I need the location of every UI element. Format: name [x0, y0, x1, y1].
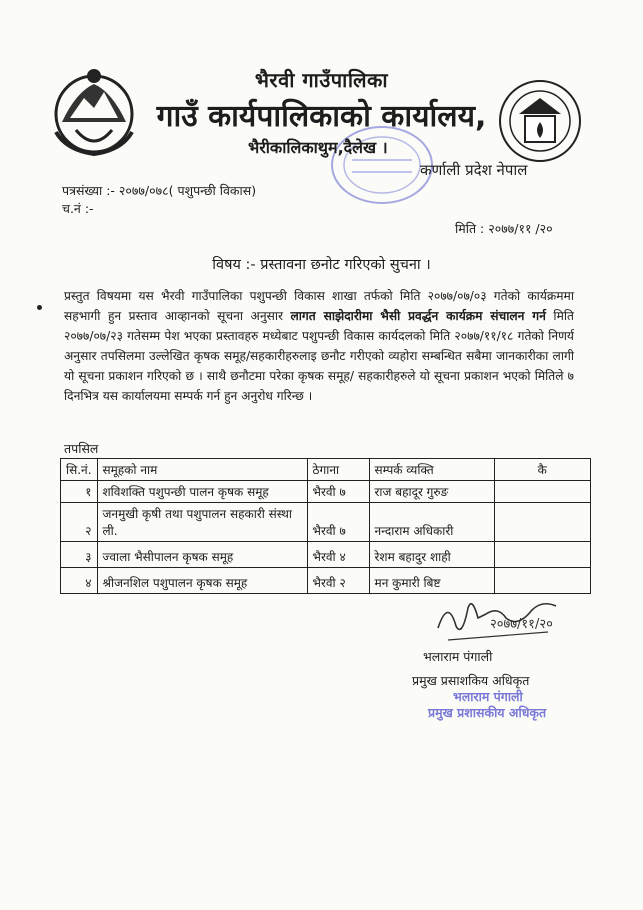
- letter-subject: विषय :- प्रस्तावना छनोट गरिएको सुचना ।: [212, 257, 431, 273]
- row-address: भैरवी ७: [307, 481, 369, 503]
- signer-title: प्रमुख प्रसाशकिय अधिकृत: [412, 673, 530, 688]
- row-contact: रेशम बहादुर शाही: [369, 542, 494, 568]
- dispatch-number: च.नं :-: [62, 201, 94, 216]
- row-contact: नन्दाराम अधिकारी: [369, 503, 494, 542]
- row-sn: ३: [61, 542, 98, 568]
- row-sn: ४: [61, 568, 98, 594]
- row-sn: १: [61, 481, 98, 503]
- table-row: [61, 542, 591, 568]
- selected-groups-table: [60, 458, 591, 594]
- letter-body: [64, 286, 574, 406]
- row-address: भैरवी ४: [307, 542, 369, 568]
- stamp-signer-title: प्रमुख प्रशासकीय अधिकृत: [428, 705, 547, 720]
- stamp-signer-name: भलाराम पंगाली: [453, 689, 523, 704]
- row-remarks: [494, 481, 590, 503]
- row-group-name: श्रीजनशिल पशुपालन कृषक समूह: [97, 568, 307, 594]
- header-group-name: समूहको नाम: [97, 459, 307, 481]
- body-text-part2: मिति २०७७/०७/२३ गतेसम्म पेश भएका प्रस्तावहरु मध्येबाट पशुपन्छी विकास कार्यदलको मिति २०७७/११/१८ गतेको निणर्य अनुसार तपसिलमा उल्लेखित कृषक समूह/सहकारीहरुलाइ छनौट गरीएको व्यहोरा सम्बन्धित सबैमा जानकारीका लागी यो सूचना प्रकाशन गरिएको छ । साथै छनौटमा परेका कृषक समूह/ सहकारीहरुले यो सूचना प्रकाशन भएको मितिले ७ दिनभित्र यस कार्यालयमा सम्पर्क गर्न हुन अनुरोध गरिन्छ ।: [64, 309, 574, 403]
- table-caption: तपसिल: [64, 441, 99, 456]
- signer-name: भलाराम पंगाली: [423, 649, 493, 664]
- row-address: भैरवी २: [307, 568, 369, 594]
- body-text-bold: लागत साझेदारीमा भैसी प्रवर्द्धन कार्यक्रम संचालन गर्न: [290, 309, 546, 323]
- row-group-name: ज्वाला भैसीपालन कृषक समूह: [97, 542, 307, 568]
- row-contact: मन कुमारी बिष्ट: [369, 568, 494, 594]
- margin-dot: [37, 305, 42, 310]
- province-name: कर्णाली प्रदेश नेपाल: [420, 161, 528, 179]
- reference-number: पत्रसंख्या :- २०७७/०७८( पशुपन्छी विकास): [62, 183, 257, 198]
- signature-date: २०७७/११/२०: [490, 617, 553, 632]
- office-title: गाउँ कार्यपालिकाको कार्यालय,: [156, 99, 487, 134]
- row-remarks: [494, 542, 590, 568]
- header-contact: सम्पर्क व्यक्ति: [369, 459, 494, 481]
- header-remarks: कै: [494, 459, 590, 481]
- row-group-name: शविशक्ति पशुपन्छी पालन कृषक समूह: [97, 481, 307, 503]
- office-address: भैरीकालिकाथुम,दैलेख ।: [248, 138, 388, 157]
- row-contact: राज बहादूर गुरुङ: [369, 481, 494, 503]
- row-remarks: [494, 503, 590, 542]
- header-sn: सि.नं.: [61, 459, 98, 481]
- row-group-name: जनमुखी कृषी तथा पशुपालन सहकारी संस्था ली.: [97, 503, 307, 542]
- signature-scribble-icon: [428, 588, 568, 648]
- row-address: भैरवी ७: [307, 503, 369, 542]
- table-row: [61, 503, 591, 542]
- body-text-part1: प्रस्तुत विषयमा यस भैरवी गाउँपालिका पशुपन्छी विकास शाखा तर्फको मिति २०७७/०७/०३ गतेको कार्यक्रममा सहभागी हुन प्रस्ताव आव्हानको सूचना अनुसार: [64, 289, 574, 323]
- header-address: ठेगाना: [307, 459, 369, 481]
- letter-date: मिति : २०७७/११ /२०: [455, 221, 553, 236]
- row-sn: २: [61, 503, 98, 542]
- municipality-name: भैरवी गाउँपालिका: [254, 68, 389, 92]
- table-row: [61, 481, 591, 503]
- table-header-row: [61, 459, 591, 481]
